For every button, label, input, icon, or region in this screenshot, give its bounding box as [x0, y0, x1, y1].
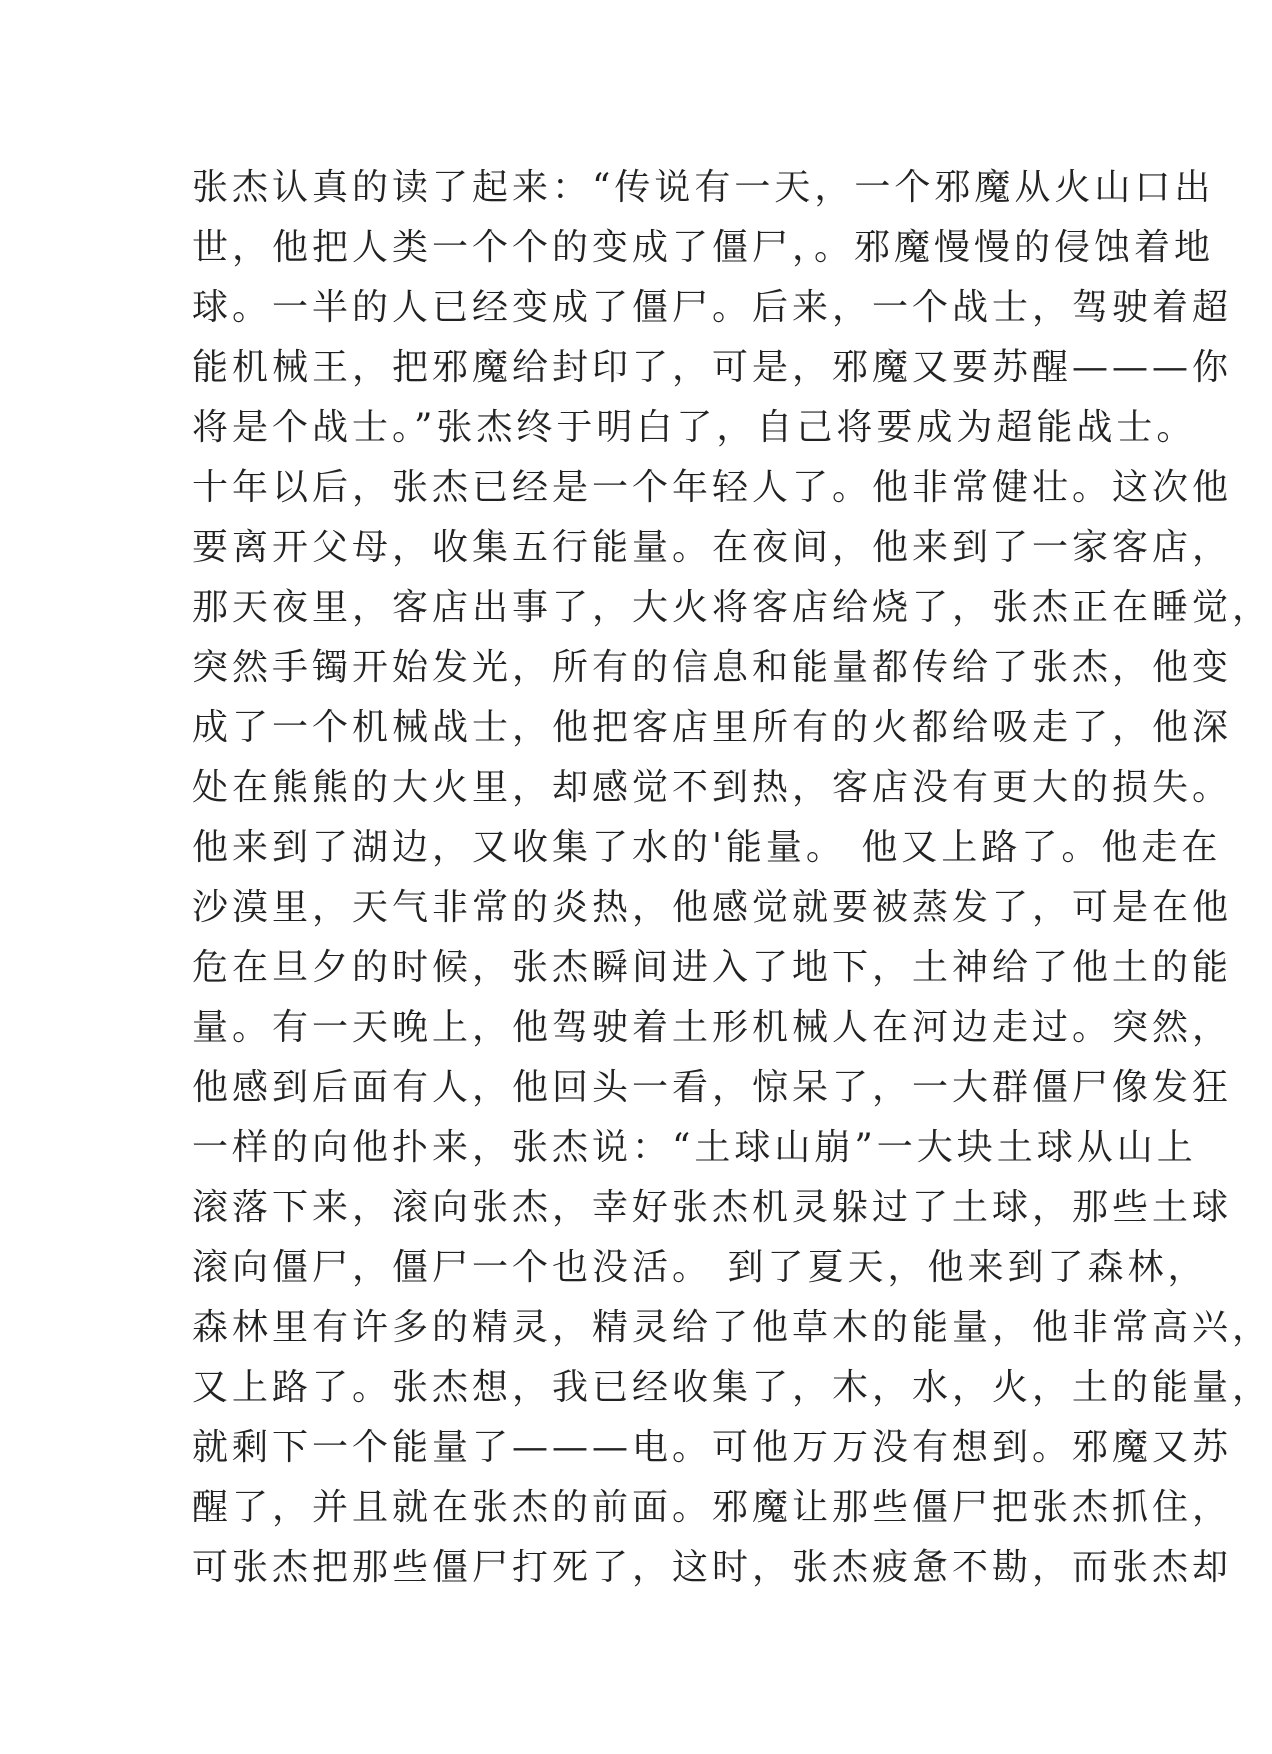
text-line: 十年以后，张杰已经是一个年轻人了。他非常健壮。这次他 [192, 467, 1233, 508]
text-line: 醒了，并且就在张杰的前面。邪魔让那些僵尸把张杰抓住， [192, 1487, 1233, 1528]
text-line: 将是个战士。”张杰终于明白了，自己将要成为超能战士。 [192, 407, 1197, 448]
text-line: 又上路了。张杰想，我已经收集了，木，水，火，土的能量， [192, 1367, 1272, 1408]
text-line: 滚落下来，滚向张杰，幸好张杰机灵躲过了土球，那些土球 [192, 1187, 1233, 1228]
text-line: 成了一个机械战士，他把客店里所有的火都给吸走了，他深 [192, 707, 1233, 748]
text-line: 就剩下一个能量了———电。可他万万没有想到。邪魔又苏 [192, 1427, 1233, 1468]
text-line: 森林里有许多的精灵，精灵给了他草木的能量，他非常高兴， [192, 1307, 1272, 1348]
text-line: 危在旦夕的时候，张杰瞬间进入了地下，土神给了他土的能 [192, 947, 1233, 988]
text-line: 可张杰把那些僵尸打死了，这时，张杰疲惫不勘，而张杰却 [192, 1547, 1233, 1588]
text-line: 滚向僵尸，僵尸一个也没活。 到了夏天，他来到了森林， [192, 1247, 1208, 1288]
text-line: 处在熊熊的大火里，却感觉不到热，客店没有更大的损失。 [192, 767, 1233, 808]
text-line: 那天夜里，客店出事了，大火将客店给烧了，张杰正在睡觉， [192, 587, 1272, 628]
text-line: 一样的向他扑来，张杰说：“土球山崩”一大块土球从山上 [192, 1127, 1197, 1168]
text-line: 球。一半的人已经变成了僵尸。后来，一个战士，驾驶着超 [192, 287, 1233, 328]
text-line: 他感到后面有人，他回头一看，惊呆了，一大群僵尸像发狂 [192, 1067, 1233, 1108]
text-line: 世，他把人类一个个的变成了僵尸，。邪魔慢慢的侵蚀着地 [192, 227, 1215, 268]
text-line: 要离开父母，收集五行能量。在夜间，他来到了一家客店， [192, 527, 1233, 568]
text-line: 突然手镯开始发光，所有的信息和能量都传给了张杰，他变 [192, 647, 1233, 688]
text-line: 能机械王，把邪魔给封印了，可是，邪魔又要苏醒———你 [192, 347, 1233, 388]
text-line: 量。有一天晚上，他驾驶着土形机械人在河边走过。突然， [192, 1007, 1233, 1048]
story-text [192, 158, 1272, 1598]
text-line: 沙漠里，天气非常的炎热，他感觉就要被蒸发了，可是在他 [192, 887, 1233, 928]
text-line: 他来到了湖边，又收集了水的'能量。 他又上路了。他走在 [192, 827, 1222, 868]
text-line: 张杰认真的读了起来：“传说有一天，一个邪魔从火山口出 [192, 167, 1215, 208]
